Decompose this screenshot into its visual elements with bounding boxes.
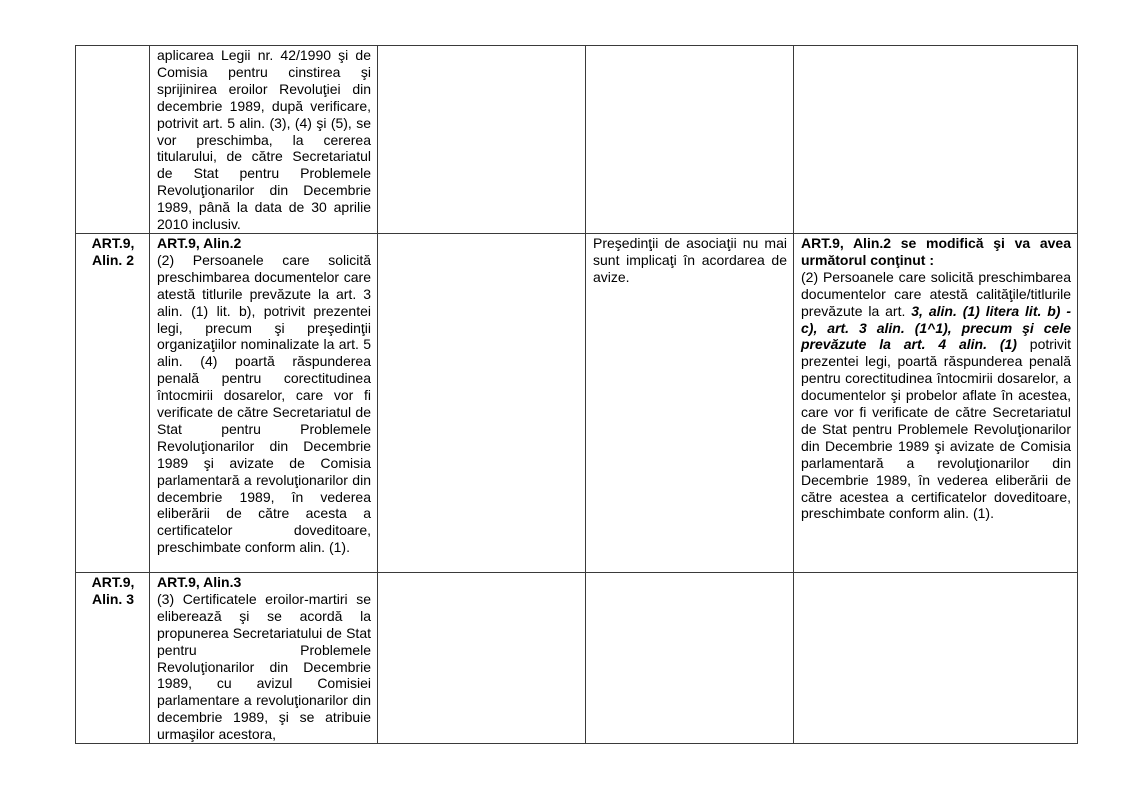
article-ref: ART.9, Alin. 2	[91, 234, 135, 268]
proposal-bold-italic-reference: 3, alin. (1) litera lit. b) - c), art. 3 alin. (1^1), precum şi cele prevăzute la art. 4 alin. (1)	[801, 302, 1072, 353]
proposal-cell	[794, 572, 1078, 743]
observations-cell	[586, 46, 794, 234]
table-row	[76, 46, 1078, 234]
observations-cell	[586, 233, 794, 572]
proposal-paragraph	[801, 269, 1071, 523]
article-ref-cell	[76, 572, 150, 743]
original-text-heading: ART.9, Alin.3	[157, 573, 242, 590]
proposal-cell	[794, 233, 1078, 572]
amendment-table	[75, 45, 1078, 744]
empty-cell	[378, 233, 586, 572]
proposal-cell	[794, 46, 1078, 234]
original-text-cell	[150, 46, 378, 234]
original-text-body: (3) Certificatele eroilor-martiri se eliberează şi se acordă la propunerea Secretariatului de Stat pentru Problemele Revoluţionarilor din Decembrie 1989, cu avizul Comisiei parlamentare a revoluţionarilor din decembrie 1989, şi se atribuie urmaşilor acestora,	[157, 590, 371, 743]
original-text-cell	[150, 233, 378, 572]
original-text-cell	[150, 572, 378, 743]
table-row	[76, 572, 1078, 743]
article-ref: ART.9, Alin. 3	[91, 573, 135, 607]
article-ref-cell	[76, 46, 150, 234]
observations-cell	[586, 572, 794, 743]
original-text-body: aplicarea Legii nr. 42/1990 şi de Comisia pentru cinstirea şi sprijinirea eroilor Revoluţiei din decembrie 1989, după verificare, potrivit art. 5 alin. (3), (4) şi (5), se vor preschimba, la cererea titularului, de către Secretariatul de Stat pentru Problemele Revoluţionarilor din Decembrie 1989, până la data de 30 aprilie 2010 inclusiv.	[157, 47, 371, 233]
proposal-text-part1: (2) Persoanele care solicită preschimbarea documentelor care atestă calităţile/titlurile prevăzute la art.	[801, 268, 1071, 319]
article-ref-cell	[76, 233, 150, 572]
empty-cell	[378, 572, 586, 743]
original-text-body: (2) Persoanele care solicită preschimbarea documentelor care atestă titlurile prevăzute la art. 3 alin. (1) lit. b), potrivit prezentei legi, precum şi preşedinţii organizaţiilor nominalizate la art. 5 alin. (4) poartă răspunderea penală pentru corectitudinea întocmirii dosarelor, care vor fi verificate de către Secretariatul de Stat pentru Problemele Revoluţionarilor din Decembrie 1989 şi avizate de Comisia parlamentară a revoluţionarilor din decembrie 1989, în vederea eliberării de către acesta a certificatelor doveditoare, preschimbate conform alin. (1).	[157, 251, 371, 556]
proposal-heading: ART.9, Alin.2 se modifică şi va avea următorul conţinut :	[801, 234, 1071, 268]
table-row	[76, 233, 1078, 572]
empty-cell	[378, 46, 586, 234]
original-text-heading: ART.9, Alin.2	[157, 234, 242, 251]
proposal-text-part2: potrivit prezentei legi, poartă răspunderea penală pentru corectitudinea întocmirii dosarelor, a documentelor şi probelor aflate în acestea, care vor fi verificate de către Secretariatul de Stat pentru Problemele Revoluţionarilor din Decembrie 1989 şi avizate de Comisia parlamentară a revoluţionarilor din Decembrie 1989, în vederea eliberării de către acestea a certificatelor doveditoare, preschimbate conform alin. (1).	[801, 336, 1072, 522]
observations-text: Preşedinţii de asociaţii nu mai sunt implicaţi în acordarea de avize.	[593, 234, 787, 285]
